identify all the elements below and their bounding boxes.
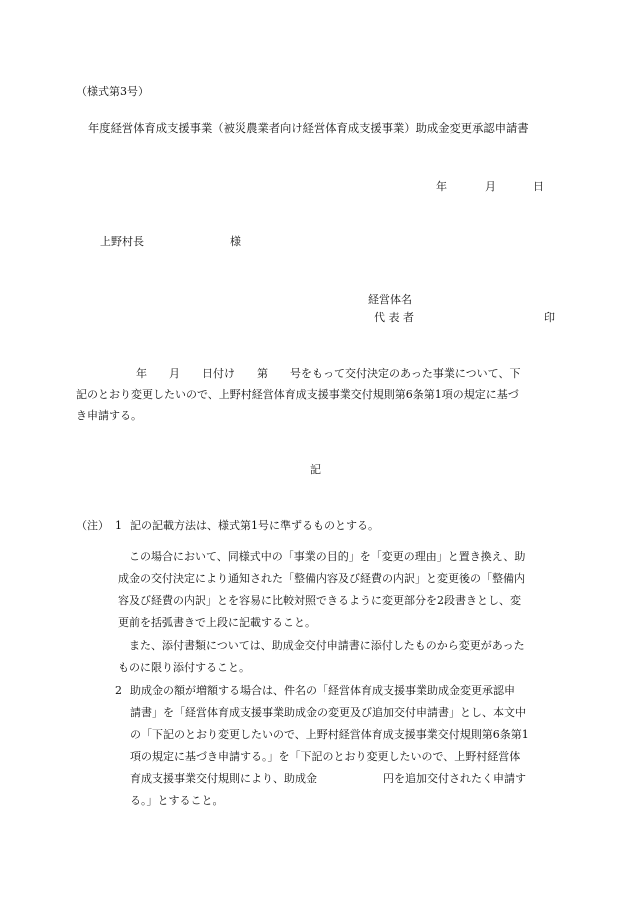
date-day: 日 (533, 180, 544, 193)
addressee-honorific: 様 (230, 235, 241, 248)
note-1-text: 記の記載方法は、様式第1号に準ずるものとする。 (130, 519, 379, 532)
document-title: 年度経営体育成支援事業（被災農業者向け経営体育成支援事業）助成金変更承認申請書 (88, 122, 529, 135)
note-1-paragraph-2 (118, 635, 568, 679)
note-line: この場合において、同様式中の「事業の目的」を「変更の理由」と置き換え、助 (118, 550, 526, 563)
note-line: 育成支援事業交付規則により、助成金 円を追加交付されたく申請す (130, 772, 526, 785)
note-line: る。」とすること。 (130, 794, 224, 807)
note-line: の「下記のとおり変更したいので、上野村経営体育成支援事業交付規則第6条第1 (130, 728, 529, 741)
body-line: き申請する。 (76, 409, 142, 422)
date-year: 年 (436, 180, 447, 193)
note-2-paragraph (130, 680, 570, 812)
form-number: （様式第3号） (76, 85, 149, 98)
body-line: 記のとおり変更したいので、上野村経営体育成支援事業交付規則第6条第1項の規定に基づ (76, 388, 519, 401)
addressee-name: 上野村長 (100, 235, 144, 248)
note-line: ものに限り添付すること。 (118, 661, 250, 674)
date-month: 月 (485, 180, 496, 193)
note-1-number: 1 (115, 519, 122, 532)
ki-heading: 記 (310, 463, 321, 476)
body-line: 年 月 日付け 第 号をもって交付決定のあった事業について、下 (136, 367, 521, 380)
seal-mark: 印 (544, 311, 555, 324)
note-line: 助成金の額が増額する場合は、件名の「経営体育成支援事業助成金変更承認申 (130, 684, 515, 697)
note-line: 容及び経費の内訳」とを容易に比較対照できるように変更部分を2段書きとし、変 (118, 594, 521, 607)
note-1-paragraph-1 (118, 546, 568, 634)
note-line: 成金の交付決定により通知された「整備内容及び経費の内訳」と変更後の「整備内 (118, 572, 525, 585)
org-label: 経営体名 (368, 293, 412, 306)
note-line: 更前を括弧書きで上段に記載すること。 (118, 616, 316, 629)
note-line: 請書」を「経営体育成支援事業助成金の変更及び追加交付申請書」とし、本文中 (130, 706, 526, 719)
notes-label: （注） (76, 519, 109, 532)
note-2-number: 2 (115, 684, 122, 697)
note-line: また、添付書類については、助成金交付申請書に添付したものから変更があった (118, 639, 525, 652)
representative-label: 代 表 者 (374, 311, 414, 324)
note-line: 項の規定に基づき申請する。」を「下記のとおり変更したいので、上野村経営体 (130, 750, 521, 763)
